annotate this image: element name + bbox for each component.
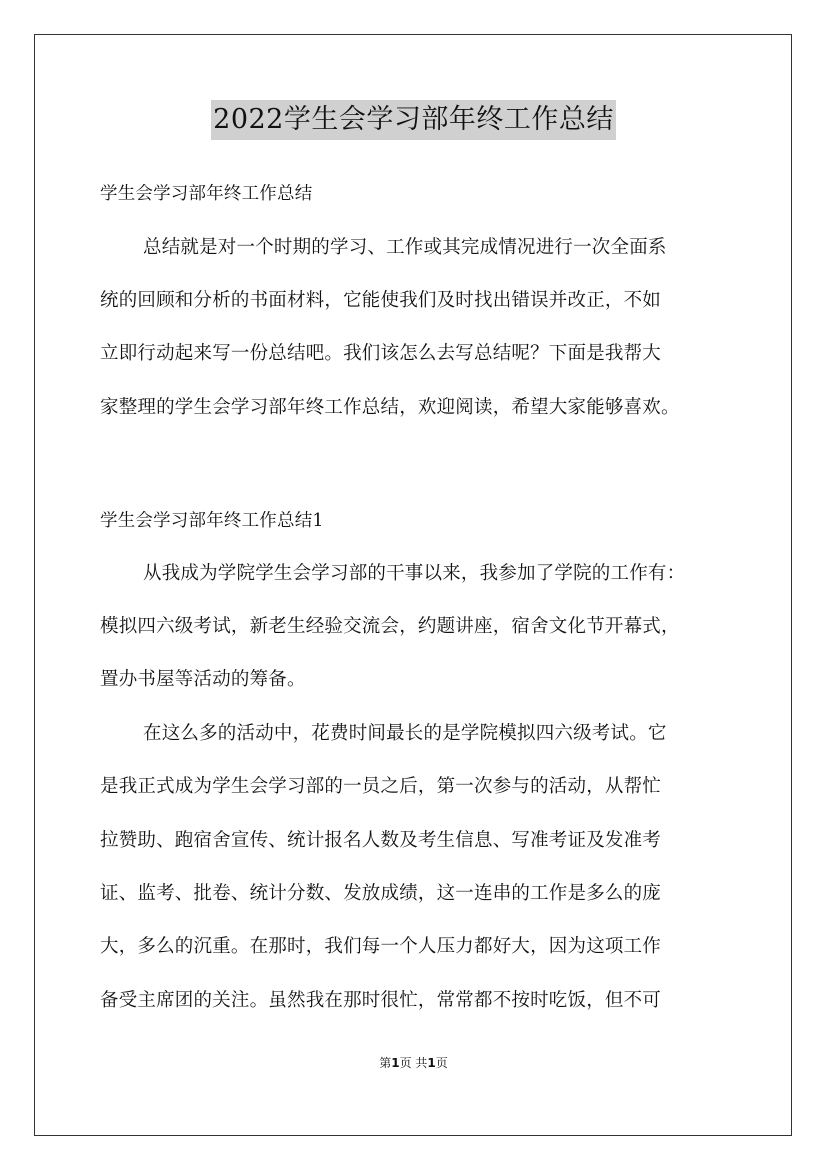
- para2-line-6: 备受主席团的关注。虽然我在那时很忙，常常都不按时吃饭，但不可: [100, 990, 662, 1011]
- para2-line-4: 证、监考、批卷、统计分数、发放成绩，这一连串的工作是多么的庞: [100, 883, 662, 904]
- para2-line-5: 大，多么的沉重。在那时，我们每一个人压力都好大，因为这项工作: [100, 936, 662, 957]
- document-title: 2022学生会学习部年终工作总结: [211, 100, 616, 140]
- footer-page-number: 1: [391, 1056, 400, 1070]
- intro-line-4: 家整理的学生会学习部年终工作总结，欢迎阅读，希望大家能够喜欢。: [100, 397, 680, 418]
- subsection-heading: 学生会学习部年终工作总结1: [100, 511, 324, 531]
- intro-line-2: 统的回顾和分析的书面材料，它能使我们及时找出错误并改正，不如: [100, 290, 662, 311]
- intro-line-1: 总结就是对一个时期的学习、工作或其完成情况进行一次全面系: [143, 237, 667, 258]
- para1-line-1: 从我成为学院学生会学习部的干事以来，我参加了学院的工作有：: [143, 563, 686, 584]
- page-footer: [0, 1054, 827, 1072]
- para2-line-1: 在这么多的活动中，花费时间最长的是学院模拟四六级考试。它: [143, 723, 667, 744]
- para1-line-3: 置办书屋等活动的筹备。: [100, 669, 306, 690]
- para2-line-2: 是我正式成为学生会学习部的一员之后，第一次参与的活动，从帮忙: [100, 776, 662, 797]
- section-heading: 学生会学习部年终工作总结: [100, 184, 313, 204]
- footer-total-pages: 1: [427, 1056, 436, 1070]
- intro-line-3: 立即行动起来写一份总结吧。我们该怎么去写总结呢？下面是我帮大: [100, 343, 662, 364]
- para2-line-3: 拉赞助、跑宿舍宣传、统计报名人数及考生信息、写准考证及发准考: [100, 830, 662, 851]
- title-container: [0, 100, 827, 140]
- para1-line-2: 模拟四六级考试，新老生经验交流会，约题讲座，宿舍文化节开幕式，: [100, 616, 680, 637]
- footer-suffix: 页: [435, 1056, 448, 1070]
- footer-mid: 页 共: [399, 1056, 428, 1070]
- footer-prefix: 第: [379, 1056, 392, 1070]
